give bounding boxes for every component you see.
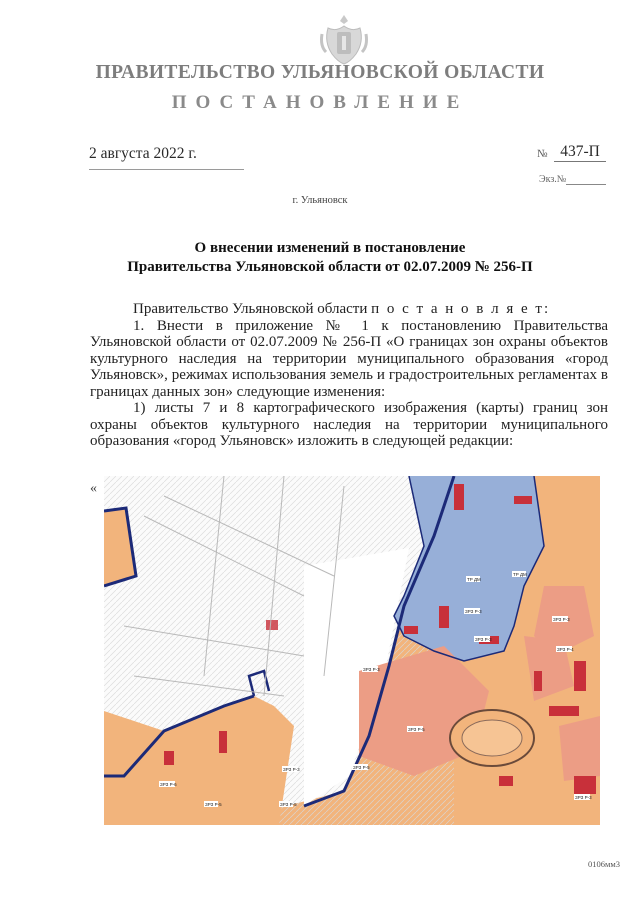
document-code: 0106мм3 xyxy=(588,859,621,869)
title-line-1: О внесении изменений в постановление xyxy=(194,240,466,256)
copy-number-line xyxy=(566,184,606,185)
coat-of-arms-emblem xyxy=(318,12,370,68)
title-line-2: Правительства Ульяновской области от 02.07.2009 № 256-П xyxy=(127,259,533,275)
map-label: ТР ДМ xyxy=(513,572,527,577)
map-label: ЗРЗ Р-6 xyxy=(160,782,177,787)
opening-quote-mark: « xyxy=(90,481,97,496)
map-label: ЗРЗ Р-3 xyxy=(553,617,570,622)
zone-map-image xyxy=(104,476,600,825)
city: г. Ульяновск xyxy=(292,195,348,206)
copy-number-label: Экз.№ xyxy=(539,174,567,185)
document-number: 437-П xyxy=(554,143,606,162)
map-label: ЗРЗ Р-3 xyxy=(283,767,300,772)
map-label: ЗРЗ Р-4 xyxy=(557,647,574,652)
map-label: ЗРЗ Р-3 xyxy=(465,609,482,614)
document-title xyxy=(90,239,570,277)
document-date: 2 августа 2022 г. xyxy=(89,145,197,162)
map-label: ЗРЗ Р-3 xyxy=(363,667,380,672)
map-label: ТР ДМ xyxy=(467,577,481,582)
map-label: ЗРЗ Р-5 xyxy=(353,765,370,770)
intro-verb: п о с т а н о в л я е т: xyxy=(371,301,551,317)
document-type-heading: ПОСТАНОВЛЕНИЕ xyxy=(171,92,469,113)
intro-paragraph xyxy=(90,301,608,318)
map-label: ЗРЗ Р-5 xyxy=(205,802,222,807)
document-body xyxy=(90,301,608,450)
map-label: ЗРЗ Р-5 xyxy=(280,802,297,807)
paragraph-1: 1. Внести в приложение № 1 к постановлению Правительства Ульяновской области от 02.07.2009 № 256-П «О границах зон охраны объектов культурного наследия на территории муниципального образования «город Ульяновск», режимах использования земель и градостроительных регламентах в границах данных зон» следующие изменения: xyxy=(90,317,608,400)
map-label: ЗРЗ Р-3 xyxy=(575,795,592,800)
date-underline xyxy=(89,169,244,170)
government-heading: ПРАВИТЕЛЬСТВО УЛЬЯНОВСКОЙ ОБЛАСТИ xyxy=(95,62,545,83)
intro-subject: Правительство Ульяновской области xyxy=(133,301,372,317)
number-label: № xyxy=(537,148,548,160)
map-label: ЗРЗ Р-3 xyxy=(475,637,492,642)
paragraph-2: 1) листы 7 и 8 картографического изображения (карты) границ зон охраны объектов культурного наследия на территории муниципального образования «город Ульяновск» изложить в следующей редакции: xyxy=(90,400,608,449)
map-label: ЗРЗ Р-5 xyxy=(408,727,425,732)
